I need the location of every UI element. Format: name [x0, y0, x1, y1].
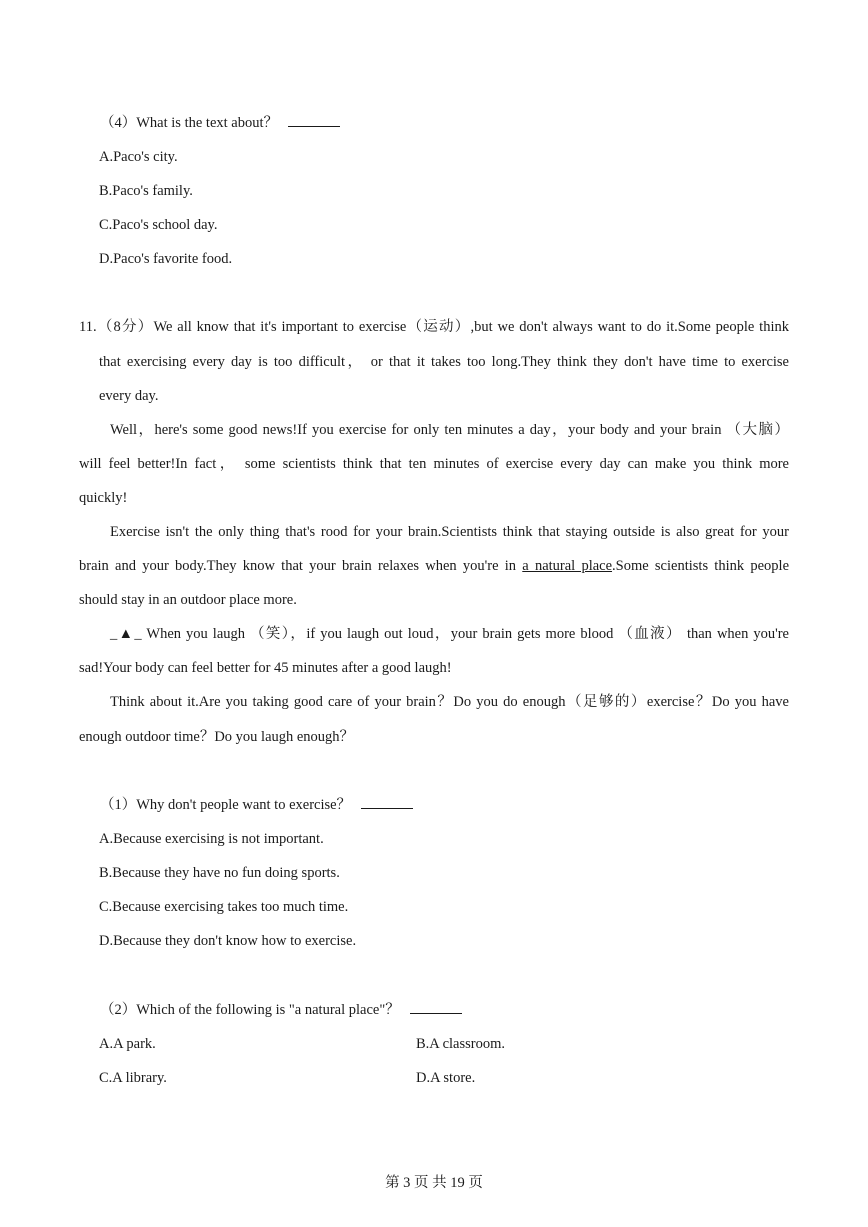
answer-blank[interactable] — [288, 114, 340, 127]
q11-sub2-option-a: A.A park. — [99, 1036, 156, 1052]
answer-blank[interactable] — [361, 796, 413, 809]
q11-p4-line1: _▲_ When you laugh （笑），if you laugh out loud，your brain gets more blood （血液） than when you're — [110, 626, 789, 642]
q11-p1-line1: 11.（8分）We all know that it's important to exercise（运动）,but we don't always want to do it.Some people think — [79, 319, 789, 335]
q11-sub1-option-a: A.Because exercising is not important. — [99, 831, 324, 847]
q11-sub2-option-c: C.A library. — [99, 1070, 167, 1086]
q11-sub2-option-b: B.A classroom. — [416, 1036, 506, 1052]
q10-option-c: C.Paco's school day. — [99, 217, 218, 233]
q11-sub1-option-c: C.Because exercising takes too much time. — [99, 899, 349, 915]
q11-p2-line2: will feel better!In fact， some scientists think that ten minutes of exercise every day can make you think more — [79, 456, 789, 472]
q10-option-d: D.Paco's favorite food. — [99, 251, 233, 267]
q11-sub2-question: （2）Which of the following is "a natural place"？ — [100, 1000, 462, 1020]
q11-p5-line1: Think about it.Are you taking good care of your brain？Do you do enough（足够的）exercise？Do you have — [110, 694, 789, 710]
q11-p1-line2: that exercising every day is too difficult， or that it takes too long.They think they don't have time to exercise — [99, 354, 789, 370]
q11-p1-line3: every day. — [99, 388, 159, 404]
q10-option-a: A.Paco's city. — [99, 149, 178, 165]
q11-p3-line2: brain and your body.They know that your brain relaxes when you're in a natural place.Some scientists think people — [79, 558, 790, 574]
q11-p3-line3: should stay in an outdoor place more. — [79, 592, 297, 608]
q11-sub2-option-d: D.A store. — [416, 1070, 476, 1086]
q11-p5-line2: enough outdoor time？Do you laugh enough？ — [79, 729, 355, 745]
q11-p2-line3: quickly! — [79, 490, 128, 506]
q11-p4-line2: sad!Your body can feel better for 45 minutes after a good laugh! — [79, 660, 452, 676]
answer-blank[interactable] — [410, 1001, 462, 1014]
q11-sub1-option-d: D.Because they don't know how to exercise. — [99, 933, 357, 949]
q10-option-b: B.Paco's family. — [99, 183, 193, 199]
q10-part4-question: （4）What is the text about？ — [100, 113, 340, 133]
q11-sub1-option-b: B.Because they have no fun doing sports. — [99, 865, 340, 881]
q11-p2-line1: Well，here's some good news!If you exercise for only ten minutes a day，your body and your brain （大脑） — [110, 422, 789, 438]
q11-sub1-question: （1）Why don't people want to exercise？ — [100, 795, 413, 815]
page-number: 第 3 页 共 19 页 — [385, 1175, 483, 1191]
natural-place-underlined: a natural place — [522, 558, 613, 574]
blank-marker[interactable]: _▲_ — [110, 626, 142, 642]
q11-p3-line1: Exercise isn't the only thing that's rood for your brain.Scientists think that staying outside is also great for your — [110, 524, 789, 540]
